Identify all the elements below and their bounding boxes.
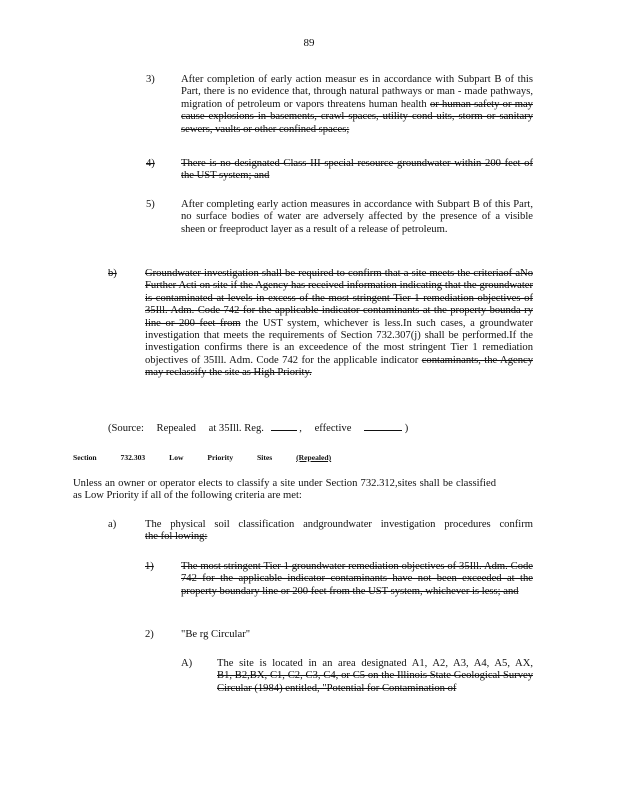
page-number: 89 [303,37,315,49]
item-5-label: 5) [146,199,155,210]
item-3-body: After completion of early action measur es in accordance with Subpart B of this Part, there is no evidence that, through natural pathways or man - made pathways, migration of petroleum or vapors threatens human health [181,74,533,110]
source-repealed: Repealed [156,423,196,434]
item-a-label: a) [108,519,117,530]
sub-1-label: 1) [145,561,154,572]
item-4-struck-text: There is no designated Class III special resource groundwater within 200 feet of the UST system; and [181,158,533,182]
item-b-body: the UST system, whichever is less.In such cases, a groundwater investigation that meets the requirements of Section 732.307(j) shall be performed.If the investigation confirms there is an exceedence of the most stringent Tier 1 remediation objectives of 35Ill. Adm. Code 742 for the applicable indicator [145,317,533,366]
sub-2-text: "Be rg Circular" [181,629,251,640]
section-label: Section [73,453,97,462]
intro-paragraph: Unless an owner or operator elects to classify a site under Section 732.312,sites shall be classified as Low Priority if all of the following criteria are met: [73,478,496,502]
item-b-text [145,268,533,380]
source-reg: at 35Ill. Reg. [208,423,264,434]
source-open: (Source: [108,423,144,434]
source-reg-blank [271,421,297,431]
section-number: 732.303 [120,453,146,462]
source-effective: effective [314,423,352,434]
item-5-text: After completing early action measures in accordance with Subpart B of this Part, no surface bodies of water are adversely affected by the presence of a visible sheen or freeproduct layer as a result of a release of petroleum. [181,199,533,235]
sub-A-body: The site is located in an area designated A1, A2, A3, A4, A5, AX, [217,658,533,669]
item-3-text [181,74,533,136]
source-comma: , [299,423,302,434]
item-b-label: b) [108,268,117,279]
sub-A-label: A) [181,658,193,669]
sub-2-label: 2) [145,629,154,640]
section-repealed: (Repealed) [296,453,332,462]
section-heading [73,452,353,464]
item-4-label: 4) [146,158,155,169]
sub-1-struck-text: The most stringent Tier 1 groundwater remediation objectives of 35Ill. Adm. Code 742 for the applicable indicator contaminants have not been exceeded at the property boundary line or 200 feet from the UST system, whichever is less; and [181,561,533,597]
item-b-struck-text-end: contaminants, the Agency may reclassify the site as High Priority. [145,354,533,379]
source-note [108,421,418,435]
source-effective-blank [364,421,402,431]
item-3-struck-text: or human safety or may cause explosions in basements, crawl spaces, utility cond uits, storm or sanitary sewers, vaults or other confined spaces; [181,98,533,135]
item-b-struck-text: Groundwater investigation shall be required to confirm that a site meets the criteriaof aNo Further Acti on site if the Agency has received information indicating that the groundwater is contaminated at levels in excess of the most stringent Tier 1 remediation objectives of 35Ill. Adm. Code 742 for the applicable indicator contaminants at the property bounda ry line or 200 feet from [145,268,533,329]
sub-A-text [217,658,533,695]
section-title-low: Low [169,453,184,462]
sub-A-struck-text: B1, B2,BX, C1, C2, C3, C4, or C5 on the Illinois State Geological Survey Circular (1984) entitled, "Potential for Contamination of [217,670,533,694]
item-a-body: The physical soil classification andgroundwater investigation procedures confirm [145,519,533,530]
section-title-sites: Sites [257,453,273,462]
source-close: ) [404,423,409,434]
item-a-struck-text: the fol lowing: [145,531,208,543]
section-title-priority: Priority [207,453,234,462]
item-a-text [145,519,533,544]
item-3-label: 3) [146,74,155,85]
